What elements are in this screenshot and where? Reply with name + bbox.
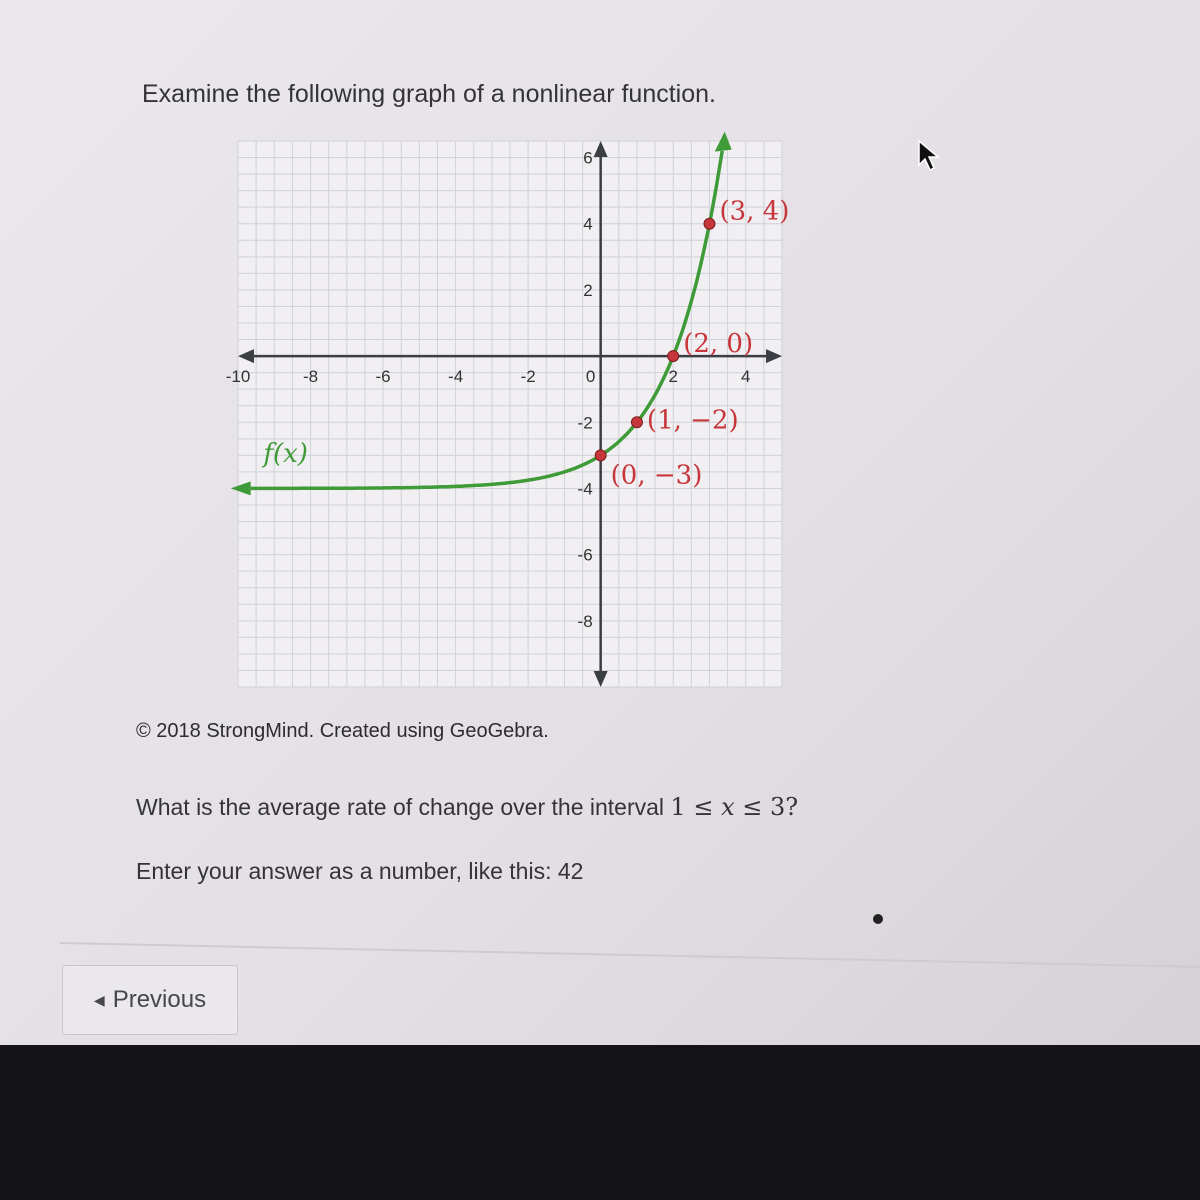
data-point [631, 417, 642, 428]
interval-expression [670, 793, 798, 821]
mouse-pointer-icon [917, 139, 943, 173]
data-point [704, 218, 715, 229]
previous-label: Previous [112, 986, 207, 1013]
section-divider [60, 942, 1200, 968]
y-tick-label: 6 [583, 148, 593, 168]
previous-button[interactable] [62, 965, 238, 1035]
question-prompt: Examine the following graph of a nonlinear function. [142, 80, 716, 108]
point-label: (0, −3) [610, 460, 703, 491]
y-tick-label: -8 [577, 611, 593, 631]
function-label: f(x) [263, 438, 308, 469]
data-point [668, 351, 679, 362]
x-tick-label: -10 [225, 367, 251, 387]
y-tick-label: 4 [583, 214, 593, 234]
x-tick-label: 4 [740, 367, 751, 387]
x-tick-label: -2 [520, 367, 536, 387]
y-tick-label: -4 [577, 479, 593, 499]
interval-right: ≤ 3? [742, 793, 799, 821]
y-tick-label: -6 [577, 545, 593, 565]
question-text [136, 793, 798, 821]
y-tick-label: -2 [577, 413, 593, 433]
data-point [595, 450, 606, 461]
answer-instruction: Enter your answer as a number, like this: 42 [136, 858, 584, 884]
x-tick-label: 0 [585, 367, 596, 387]
point-label: (2, 0) [683, 329, 754, 360]
image-credit: © 2018 StrongMind. Created using GeoGebra. [136, 720, 549, 742]
x-tick-label: -8 [302, 367, 319, 387]
screen-dot [873, 914, 883, 924]
function-graph [225, 135, 790, 695]
point-label: (3, 4) [719, 196, 790, 227]
question-stem: What is the average rate of change over the interval [136, 794, 665, 820]
x-tick-label: 2 [668, 367, 678, 387]
x-tick-label: -4 [448, 367, 464, 387]
x-tick-label: -6 [375, 367, 391, 387]
laptop-bezel [0, 1045, 1200, 1200]
chevron-left-icon: ◀ [93, 991, 105, 1008]
point-label: (1, −2) [646, 405, 739, 436]
interval-left: 1 ≤ [670, 793, 714, 821]
interval-variable: x [721, 793, 735, 821]
y-tick-label: 2 [583, 280, 593, 300]
